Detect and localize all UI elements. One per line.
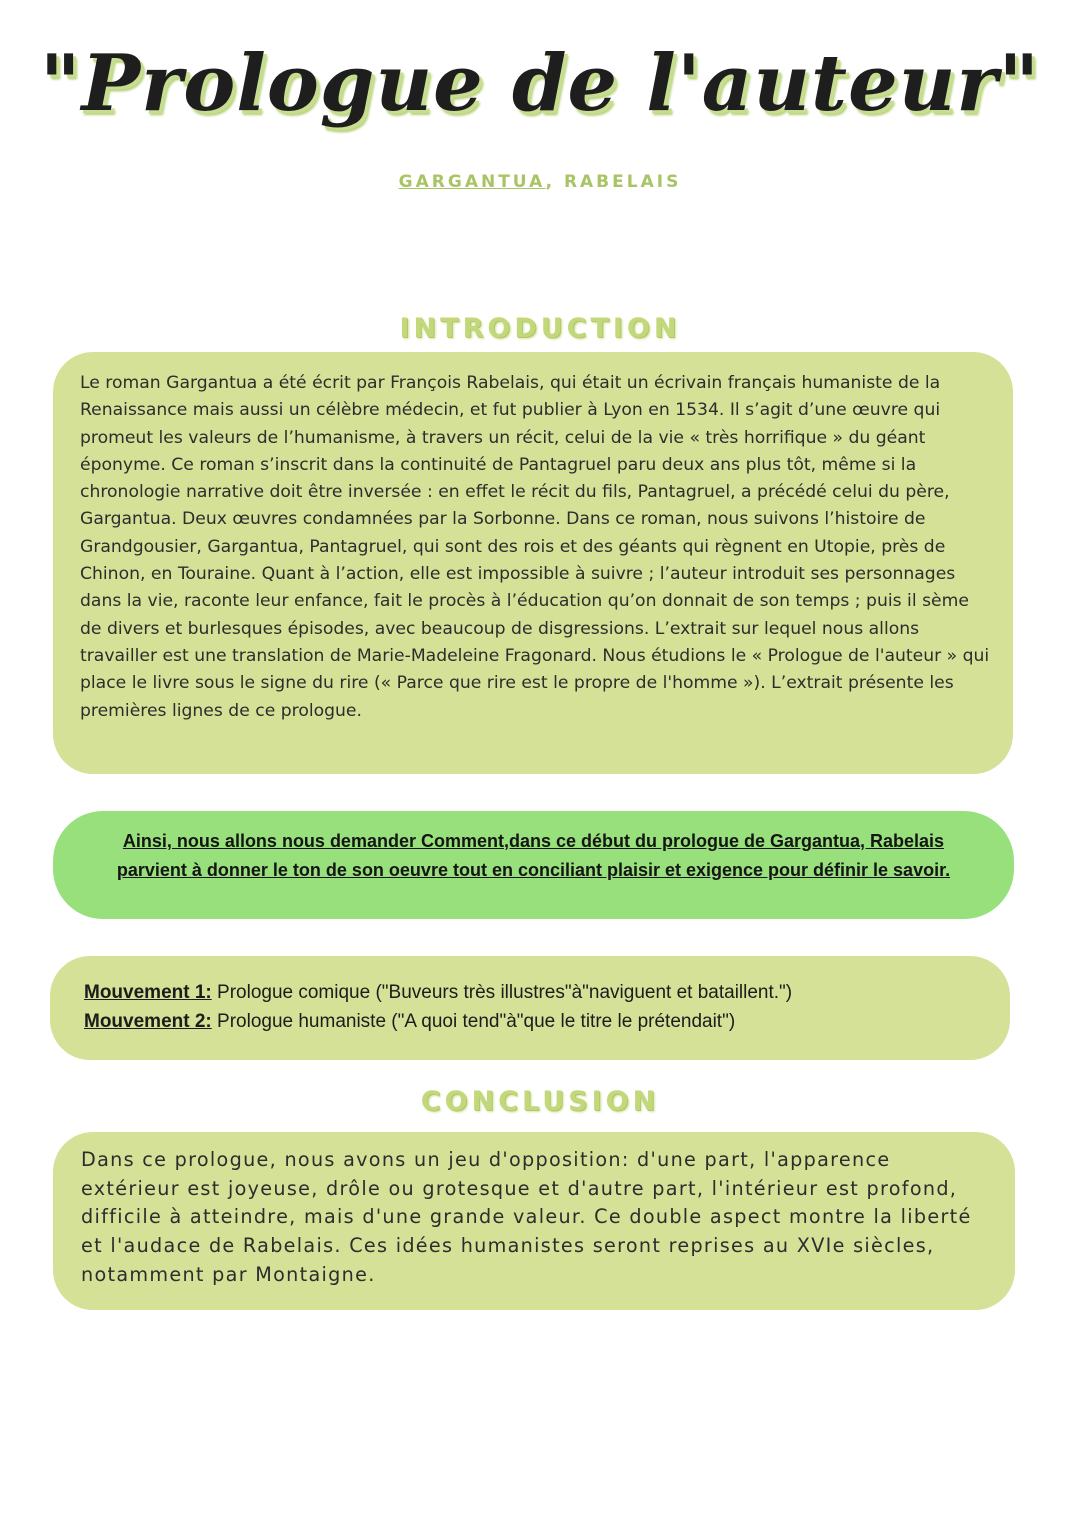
mouvement-2-text: Prologue humaniste ("A quoi tend"à"que le titre le prétendait") bbox=[211, 1011, 736, 1032]
problematique-text: Ainsi, nous allons nous demander Comment,dans ce début du prologue de Gargantua, Rabelais parvient à donner le ton de son oeuvre tout en conciliant plaisir et exigence pour définir le savoir. bbox=[116, 831, 951, 880]
page-title: "Prologue de l'auteur" bbox=[39, 38, 1041, 129]
problematique-box bbox=[53, 811, 1014, 919]
mouvement-1-label: Mouvement 1: bbox=[84, 982, 212, 1003]
conclusion-text: Dans ce prologue, nous avons un jeu d'opposition: d'une part, l'apparence extérieur est joyeuse, drôle ou grotesque et d'autre part, l'intérieur est profond, difficile à atteindre, mais d'une grande valeur. Ce double aspect montre la liberté et l'audace de Rabelais. Ces idées humanistes seront reprises au XVIe siècles, notamment par Montaigne. bbox=[81, 1148, 972, 1286]
mouvement-2-label: Mouvement 2: bbox=[84, 1011, 212, 1032]
mouvement-1-text: Prologue comique ("Buveurs très illustres"à"naviguent et bataillent.") bbox=[211, 982, 793, 1003]
subtitle bbox=[0, 172, 1080, 192]
introduction-box bbox=[53, 352, 1013, 774]
introduction-heading: INTRODUCTION bbox=[399, 313, 681, 344]
introduction-text: Le roman Gargantua a été écrit par François Rabelais, qui était un écrivain français humaniste de la Renaissance mais aussi un célèbre médecin, et fut publier à Lyon en 1534. Il s’agit d’une œuvre qui promeut les valeurs de l’humanisme, à travers un récit, celui de la vie « très horrifique » du géant éponyme. Ce roman s’inscrit dans la continuité de Pantagruel paru deux ans plus tôt, même si la chronologie narrative doit être inversée : en effet le récit du fils, Pantagruel, a précédé celui du père, Gargantua. Deux œuvres condamnées par la Sorbonne. Dans ce roman, nous suivons l’histoire de Grandgousier, Gargantua, Pantagruel, qui sont des rois et des géants qui règnent en Utopie, près de Chinon, en Touraine. Quant à l’action, elle est impossible à suivre ; l’auteur introduit ses personnages dans la vie, raconte leur enfance, fait le procès à l’éducation qu’on donnait de son temps ; puis il sème de divers et burlesques épisodes, avec beaucoup de disgressions. L’extrait sur lequel nous allons travailler est une translation de Marie-Madeleine Fragonard. Nous étudions le « Prologue de l'auteur » qui place le livre sous le signe du rire (« Parce que rire est le propre de l'homme »). L’extrait présente les premières lignes de ce prologue. bbox=[80, 373, 990, 721]
subtitle-author: , RABELAIS bbox=[545, 172, 682, 192]
mouvement-2 bbox=[84, 1007, 980, 1036]
conclusion-box bbox=[53, 1132, 1015, 1310]
subtitle-book-title: GARGANTUA bbox=[398, 172, 546, 192]
mouvement-1 bbox=[84, 978, 980, 1007]
conclusion-heading: CONCLUSION bbox=[420, 1086, 660, 1117]
mouvements-box bbox=[50, 956, 1010, 1060]
